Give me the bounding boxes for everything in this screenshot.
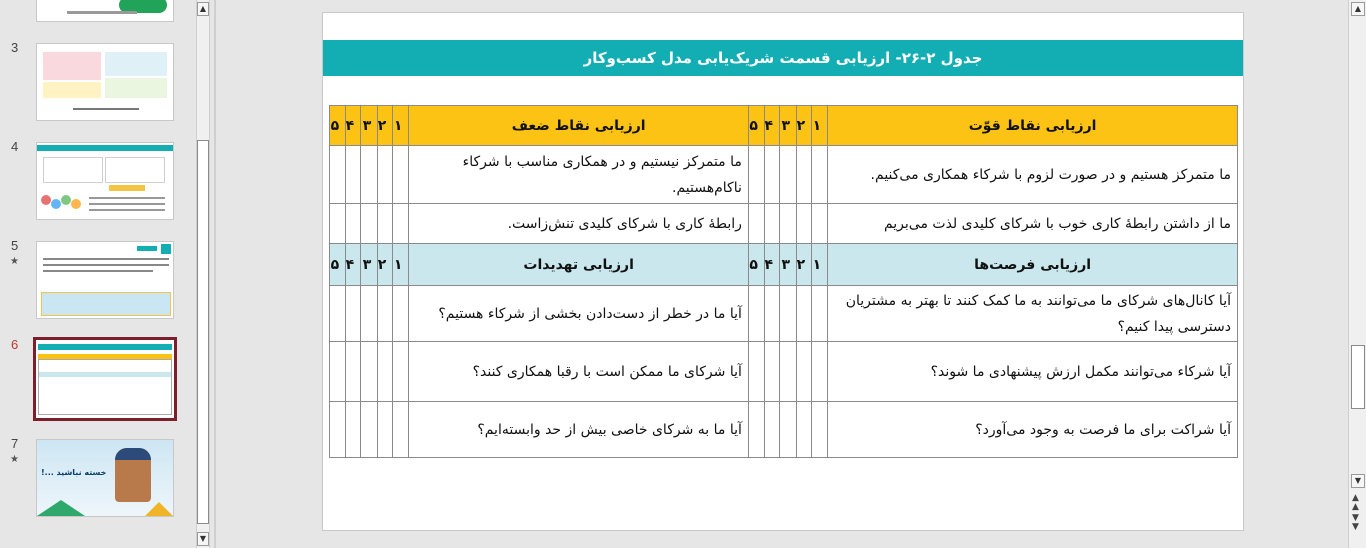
score-cell[interactable]	[748, 342, 764, 402]
score-cell[interactable]	[361, 286, 378, 342]
thumbnail-scrollbar-thumb[interactable]	[197, 140, 209, 524]
score-header-5: ۵	[748, 244, 764, 286]
slide-thumbnail-7[interactable]	[36, 439, 174, 517]
next-slide-icon[interactable]: ▼ ▼	[1352, 513, 1359, 532]
score-cell[interactable]	[764, 342, 779, 402]
table-subheader-row	[330, 244, 1238, 286]
slide-thumbnail-6-selected[interactable]	[33, 337, 177, 421]
slide-5-animation-star-icon: ★	[10, 256, 19, 267]
table-row	[330, 146, 1238, 204]
score-cell[interactable]	[346, 204, 361, 244]
score-cell[interactable]	[393, 204, 409, 244]
score-cell[interactable]	[393, 146, 409, 204]
slide-thumbnail-5[interactable]	[36, 241, 174, 319]
score-cell[interactable]	[797, 402, 812, 458]
score-cell[interactable]	[764, 286, 779, 342]
weakness-item: رابطۀ کاری با شرکای کلیدی تنش‌زاست.	[409, 204, 748, 244]
score-cell[interactable]	[361, 204, 378, 244]
slide-thumbnail-pane	[0, 0, 196, 548]
score-cell[interactable]	[346, 402, 361, 458]
score-header-1: ۱	[393, 244, 409, 286]
score-header-4: ۴	[764, 244, 779, 286]
table-header-row	[330, 106, 1238, 146]
slide-7-animation-star-icon: ★	[10, 454, 19, 465]
previous-slide-icon[interactable]: ▲ ▲	[1352, 493, 1359, 512]
score-cell[interactable]	[748, 146, 764, 204]
score-cell[interactable]	[393, 342, 409, 402]
slide-number-3: 3	[11, 40, 19, 55]
score-cell[interactable]	[764, 146, 779, 204]
score-cell[interactable]	[748, 402, 764, 458]
score-cell[interactable]	[330, 286, 346, 342]
score-cell[interactable]	[764, 204, 779, 244]
slide-thumbnail-2[interactable]	[36, 0, 174, 22]
score-cell[interactable]	[378, 402, 393, 458]
score-header-3: ۳	[361, 244, 378, 286]
slide-area-scrollbar[interactable]	[1348, 0, 1366, 548]
score-header-4: ۴	[346, 244, 361, 286]
score-cell[interactable]	[797, 342, 812, 402]
slide-thumbnail-3[interactable]	[36, 43, 174, 121]
slide-number-6: 6	[11, 337, 19, 352]
score-cell[interactable]	[812, 342, 828, 402]
slide-number-4: 4	[11, 139, 19, 154]
score-cell[interactable]	[812, 286, 828, 342]
opportunities-header: ارزیابی فرصت‌ها	[828, 244, 1238, 286]
score-cell[interactable]	[378, 286, 393, 342]
slide-title[interactable]: جدول ۲-۲۶- ارزیابی قسمت شریک‌یابی مدل کسب‌وکار	[323, 40, 1243, 76]
score-cell[interactable]	[812, 146, 828, 204]
score-cell[interactable]	[330, 402, 346, 458]
thumbnail-pane-scrollbar[interactable]	[196, 0, 210, 548]
strength-item: ما متمرکز هستیم و در صورت لزوم با شرکاء همکاری می‌کنیم.	[828, 146, 1238, 204]
score-header-5: ۵	[748, 106, 764, 146]
strength-item: ما از داشتن رابطۀ کاری خوب با شرکای کلیدی لذت می‌بریم	[828, 204, 1238, 244]
score-cell[interactable]	[330, 204, 346, 244]
weakness-item: ما متمرکز نیستیم و در همکاری مناسب با شرکاء ناکام‌هستیم.	[409, 146, 748, 204]
slide-scrollbar-thumb[interactable]	[1351, 345, 1365, 409]
score-header-3: ۳	[780, 244, 797, 286]
score-cell[interactable]	[812, 402, 828, 458]
slide-canvas[interactable]	[322, 12, 1244, 531]
score-cell[interactable]	[361, 402, 378, 458]
score-header-2: ۲	[797, 106, 812, 146]
score-header-1: ۱	[812, 244, 828, 286]
score-cell[interactable]	[346, 146, 361, 204]
table-row	[330, 402, 1238, 458]
slide-editing-area	[216, 0, 1348, 548]
weaknesses-header: ارزیابی نقاط ضعف	[409, 106, 748, 146]
scroll-up-arrow-icon[interactable]: ▲	[1351, 2, 1365, 16]
score-header-5: ۵	[330, 244, 346, 286]
score-cell[interactable]	[330, 146, 346, 204]
opportunity-item: آیا شراکت برای ما فرصت به وجود می‌آورد؟	[828, 402, 1238, 458]
score-cell[interactable]	[764, 402, 779, 458]
score-cell[interactable]	[780, 146, 797, 204]
score-cell[interactable]	[780, 402, 797, 458]
score-cell[interactable]	[780, 342, 797, 402]
threat-item: آیا ما به شرکای خاصی بیش از حد وابسته‌ایم؟	[409, 402, 748, 458]
partner-evaluation-table[interactable]	[329, 105, 1238, 458]
scroll-down-arrow-icon[interactable]: ▼	[197, 532, 209, 546]
table-row	[330, 204, 1238, 244]
threats-header: ارزیابی تهدیدات	[409, 244, 748, 286]
score-header-3: ۳	[361, 106, 378, 146]
score-header-2: ۲	[378, 106, 393, 146]
score-cell[interactable]	[812, 204, 828, 244]
score-header-1: ۱	[812, 106, 828, 146]
scroll-up-arrow-icon[interactable]: ▲	[197, 2, 209, 16]
score-cell[interactable]	[748, 204, 764, 244]
score-cell[interactable]	[346, 342, 361, 402]
opportunity-item: آیا شرکاء می‌توانند مکمل ارزش پیشنهادی ما شوند؟	[828, 342, 1238, 402]
strengths-header: ارزیابی نقاط قوّت	[828, 106, 1238, 146]
scroll-down-arrow-icon[interactable]: ▼	[1351, 474, 1365, 488]
slide-thumbnail-4[interactable]	[36, 142, 174, 220]
score-cell[interactable]	[780, 204, 797, 244]
slide-number-7: 7	[11, 436, 19, 451]
threat-item: آیا ما در خطر از دست‌دادن بخشی از شرکاء هستیم؟	[409, 286, 748, 342]
table-row	[330, 286, 1238, 342]
score-header-1: ۱	[393, 106, 409, 146]
score-cell[interactable]	[378, 146, 393, 204]
score-cell[interactable]	[797, 286, 812, 342]
slide-7-caption: خسته نباشید ...!	[41, 468, 107, 477]
score-cell[interactable]	[393, 286, 409, 342]
score-cell[interactable]	[797, 204, 812, 244]
score-cell[interactable]	[393, 402, 409, 458]
score-header-2: ۲	[378, 244, 393, 286]
score-cell[interactable]	[330, 342, 346, 402]
threat-item: آیا شرکای ما ممکن است با رقبا همکاری کنند؟	[409, 342, 748, 402]
opportunity-item: آیا کانال‌های شرکای ما می‌توانند به ما کمک کنند تا بهتر به مشتریان دسترسی پیدا کنیم؟	[828, 286, 1238, 342]
score-header-3: ۳	[780, 106, 797, 146]
score-cell[interactable]	[361, 342, 378, 402]
score-header-5: ۵	[330, 106, 346, 146]
slide-number-5: 5	[11, 238, 19, 253]
score-cell[interactable]	[378, 204, 393, 244]
score-header-4: ۴	[764, 106, 779, 146]
score-header-4: ۴	[346, 106, 361, 146]
score-cell[interactable]	[748, 286, 764, 342]
score-cell[interactable]	[378, 342, 393, 402]
table-row	[330, 342, 1238, 402]
score-cell[interactable]	[361, 146, 378, 204]
score-cell[interactable]	[346, 286, 361, 342]
score-cell[interactable]	[797, 146, 812, 204]
score-cell[interactable]	[780, 286, 797, 342]
score-header-2: ۲	[797, 244, 812, 286]
